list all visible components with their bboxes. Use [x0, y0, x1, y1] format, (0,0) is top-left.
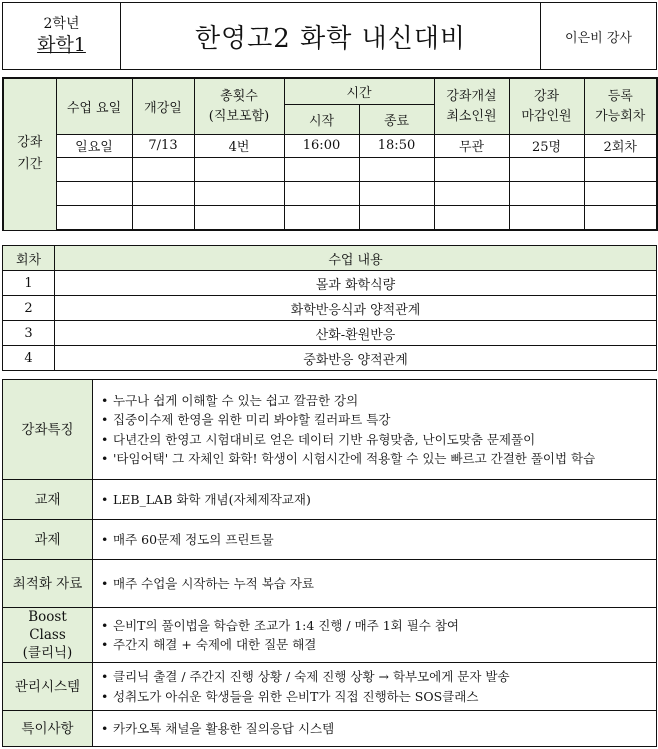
grade-label: 2학년 — [43, 16, 80, 32]
schedule-empty-row — [3, 206, 657, 230]
day-cell: 일요일 — [56, 135, 132, 157]
list-item: • LEB_LAB 화학 개념(자체제작교재) — [101, 491, 311, 507]
homework-content — [93, 520, 657, 560]
management-label: 관리시스템 — [3, 663, 93, 711]
boost-class-content — [93, 608, 657, 663]
lessons-num-header: 회차 — [3, 246, 55, 271]
page-title: 한영고2 화학 내신대비 — [121, 3, 541, 70]
lesson-row — [3, 271, 657, 296]
list-item: • 카카오톡 채널을 활용한 질의응답 시스템 — [101, 720, 335, 736]
lesson-content: 중화반응 양적관계 — [55, 346, 657, 371]
lesson-num: 1 — [3, 271, 55, 296]
col-day-header: 수업 요일 — [56, 78, 132, 135]
features-table — [2, 379, 657, 747]
schedule-empty-row — [3, 181, 657, 205]
col-time-header: 시간 — [284, 78, 434, 104]
start-date-cell: 7/13 — [132, 135, 194, 157]
subject-label: 화학1 — [37, 34, 86, 56]
lessons-table — [2, 245, 657, 371]
start-time-cell: 16:00 — [284, 135, 359, 157]
lesson-row — [3, 321, 657, 346]
col-time-end-header: 종료 — [359, 104, 434, 134]
list-item: • 주간지 해결 + 숙제에 대한 질문 해결 — [101, 637, 317, 652]
list-item: • 성취도가 아쉬운 학생들을 위한 은비T가 직접 진행하는 SOS클래스 — [101, 688, 479, 704]
col-min-header: 강좌개설 최소인원 — [434, 78, 509, 135]
col-max-header: 강좌 마감인원 — [509, 78, 584, 135]
lesson-row — [3, 346, 657, 371]
list-item: • 클리닉 출결 / 주간지 진행 상황 / 숙제 진행 상황 → 학부모에게 문자 발송 — [101, 669, 510, 684]
lesson-row — [3, 296, 657, 321]
textbook-content — [93, 480, 657, 520]
grade-subject-cell — [3, 3, 121, 70]
teacher-label: 이은비 강사 — [541, 3, 657, 70]
total-cell: 4번 — [194, 135, 284, 157]
lesson-num: 3 — [3, 321, 55, 346]
schedule-empty-row — [3, 157, 657, 181]
col-total-header: 총횟수 (직보포함) — [194, 78, 284, 135]
boost-class-label: Boost Class (클리닉) — [3, 608, 93, 663]
lesson-content: 화학반응식과 양적관계 — [55, 296, 657, 321]
lesson-num: 4 — [3, 346, 55, 371]
special-notes-label: 특이사항 — [3, 711, 93, 747]
schedule-table — [2, 77, 658, 231]
textbook-label: 교재 — [3, 480, 93, 520]
end-time-cell: 18:50 — [359, 135, 434, 157]
lessons-content-header: 수업 내용 — [55, 246, 657, 271]
min-cell: 무관 — [434, 135, 509, 157]
management-content — [93, 663, 657, 711]
reg-cell: 2회차 — [584, 135, 657, 157]
lesson-num: 2 — [3, 296, 55, 321]
list-item: • 집중이수제 한영을 위한 미리 봐야할 킬러파트 특강 — [101, 412, 391, 427]
col-reg-header: 등록 가능회차 — [584, 78, 657, 135]
list-item: • 매주 수업을 시작하는 누적 복습 자료 — [101, 575, 314, 591]
list-item: • '타임어택' 그 자체인 화학! 학생이 시험시간에 적용할 수 있는 빠르고 간결한 풀이법 학습 — [101, 451, 596, 466]
list-item: • 다년간의 한영고 시험대비로 얻은 데이터 기반 유형맞춤, 난이도맞춤 문제풀이 — [101, 431, 536, 447]
schedule-side-label: 강좌 기간 — [3, 78, 56, 230]
col-time-start-header: 시작 — [284, 104, 359, 134]
list-item: • 누구나 쉽게 이해할 수 있는 쉽고 깔끔한 강의 — [101, 392, 359, 408]
special-notes-content — [93, 711, 657, 747]
lesson-content: 몰과 화학식량 — [55, 271, 657, 296]
course-feature-label: 강좌특징 — [3, 380, 93, 480]
optimization-content — [93, 560, 657, 608]
max-cell: 25명 — [509, 135, 584, 157]
optimization-label: 최적화 자료 — [3, 560, 93, 608]
header-table — [2, 2, 657, 70]
course-feature-content — [93, 380, 657, 480]
list-item: • 매주 60문제 정도의 프린트물 — [101, 531, 274, 547]
col-start-date-header: 개강일 — [132, 78, 194, 135]
homework-label: 과제 — [3, 520, 93, 560]
schedule-row — [3, 135, 657, 157]
list-item: • 은비T의 풀이법을 학습한 조교가 1:4 진행 / 매주 1회 필수 참여 — [101, 617, 460, 633]
lesson-content: 산화-환원반응 — [55, 321, 657, 346]
